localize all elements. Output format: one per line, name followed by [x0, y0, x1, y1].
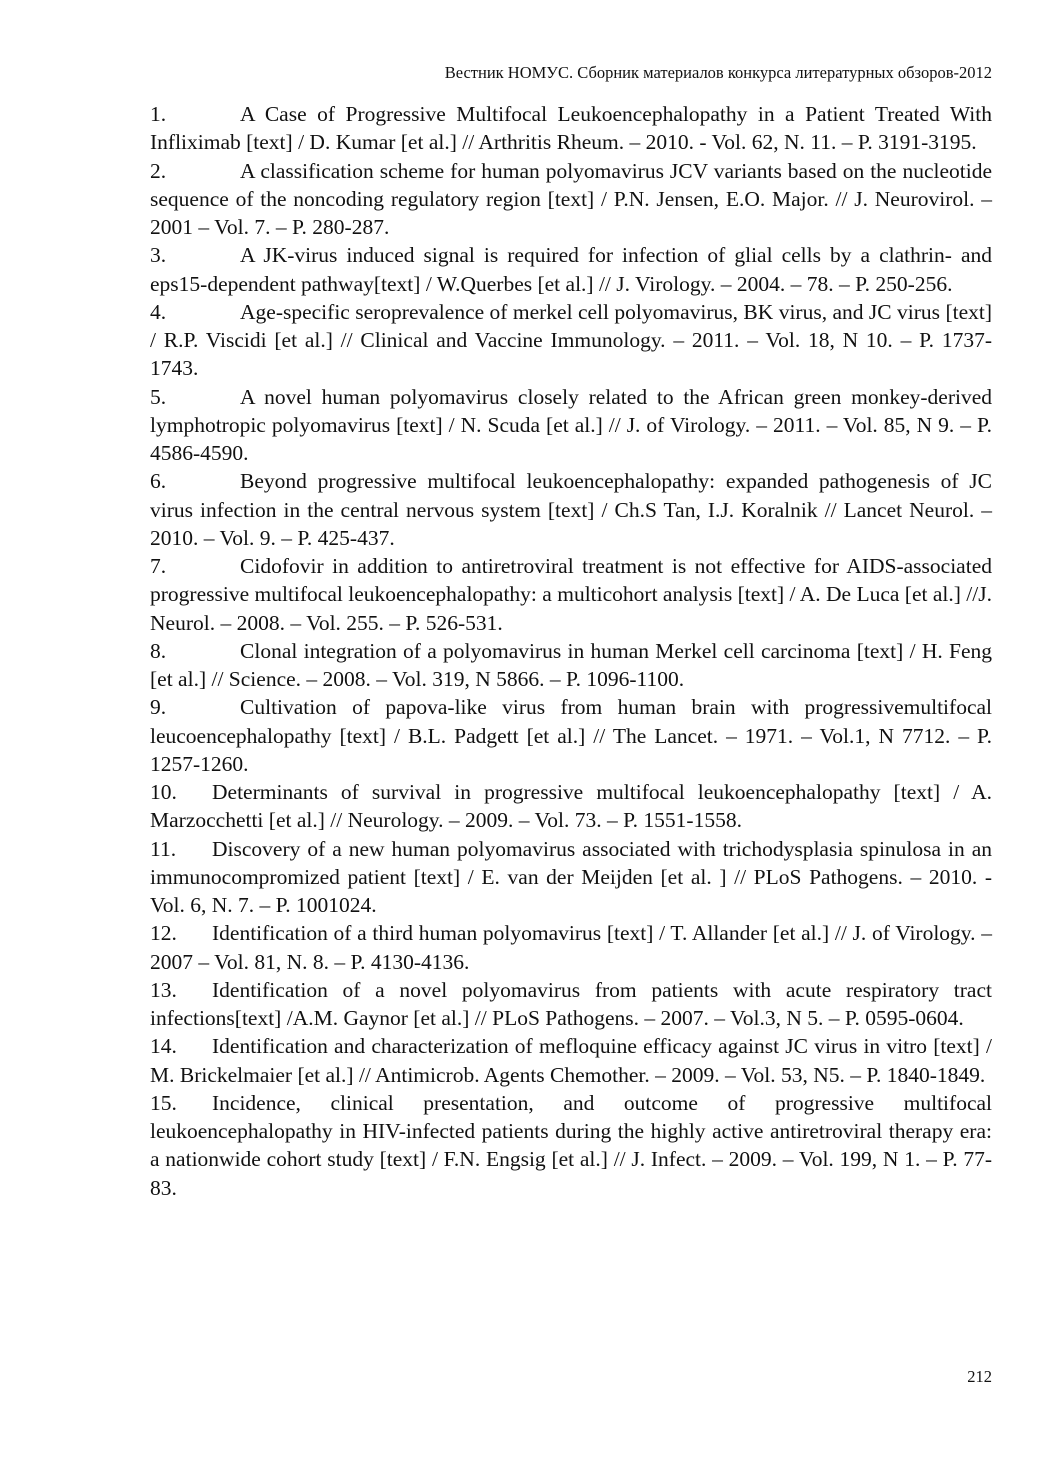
running-head: Вестник НОМУС. Сборник материалов конкурса литературных обзоров-2012	[444, 63, 992, 82]
reference-text: Cidofovir in addition to antiretroviral treatment is not effective for AIDS-associated progressive multifocal leukoencephalopathy: a multicohort analysis [text] / A. De Luca [et al.] //J. Neurol. – 2008. – Vol. 255. – P. 526-531.	[150, 554, 992, 635]
reference-text: Cultivation of papova-like virus from human brain with progressivemultifocal leucoencephalopathy [text] / B.L. Padgett [et al.] // The Lancet. – 1971. – Vol.1, N 7712. – P. 1257-1260.	[150, 695, 992, 776]
reference-item	[150, 1089, 992, 1202]
reference-number: 8.	[150, 638, 167, 663]
reference-text: Incidence, clinical presentation, and outcome of progressive multifocal leukoencephalopathy in HIV-infected patients during the highly active antiretroviral therapy era: a nationwide cohort study [text] / F.N. Engsig [et al.] // J. Infect. – 2009. – Vol. 199, N 1. – P. 77-83.	[150, 1090, 992, 1200]
reference-number: 1.	[150, 102, 167, 126]
reference-item	[150, 100, 992, 157]
reference-number: 6.	[150, 469, 167, 494]
reference-item	[150, 157, 992, 242]
reference-item	[150, 552, 992, 637]
reference-item	[150, 467, 992, 552]
reference-number: 10.	[150, 780, 177, 804]
reference-text: Beyond progressive multifocal leukoencephalopathy: expanded pathogenesis of JC virus infection in the central nervous system [text] / Ch.S Tan, I.J. Koralnik // Lancet Neurol. – 2010. – Vol. 9. – P. 425-437.	[150, 469, 992, 550]
reference-text: A JK-virus induced signal is required for infection of glial cells by a clathrin- and eps15-dependent pathway[text] / W.Querbes [et al.] // J. Virology. – 2004. – 78. – P. 250-256.	[150, 243, 992, 296]
reference-text: A classification scheme for human polyomavirus JCV variants based on the nucleotide sequence of the noncoding regulatory region [text] / P.N. Jensen, E.O. Major. // J. Neurovirol. – 2001 – Vol. 7. – P. 280-287.	[150, 158, 992, 239]
reference-number: 13.	[150, 977, 177, 1002]
reference-text: Identification of a novel polyomavirus from patients with acute respiratory tract infections[text] /A.M. Gaynor [et al.] // PLoS Pathogens. – 2007. – Vol.3, N 5. – P. 0595-0604.	[150, 977, 992, 1030]
reference-number: 9.	[150, 695, 167, 720]
reference-text: Discovery of a new human polyomavirus associated with trichodysplasia spinulosa in an immunocompromized patient [text] / E. van der Meijden [et al. ] // PLoS Pathogens. – 2010. - Vol. 6, N. 7. – P. 1001024.	[150, 836, 992, 917]
page-number: 212	[967, 1367, 992, 1386]
reference-number: 7.	[150, 554, 167, 578]
reference-item	[150, 693, 992, 778]
reference-number: 5.	[150, 384, 167, 409]
reference-text: Age-specific seroprevalence of merkel cell polyomavirus, BK virus, and JC virus [text] / R.P. Viscidi [et al.] // Clinical and Vaccine Immunology. – 2011. – Vol. 18, N 10. – P. 1737-1743.	[150, 299, 992, 381]
reference-item	[150, 241, 992, 298]
reference-number: 2.	[150, 158, 167, 183]
reference-item	[150, 383, 992, 468]
reference-item	[150, 976, 992, 1033]
reference-number: 12.	[150, 921, 177, 946]
reference-text: Clonal integration of a polyomavirus in human Merkel cell carcinoma [text] / H. Feng [et al.] // Science. – 2008. – Vol. 319, N 5866. – P. 1096-1100.	[150, 638, 992, 691]
reference-number: 3.	[150, 243, 167, 268]
reference-item	[150, 919, 992, 976]
reference-item	[150, 637, 992, 694]
reference-item	[150, 1032, 992, 1089]
reference-text: Determinants of survival in progressive multifocal leukoencephalopathy [text] / A. Marzocchetti [et al.] // Neurology. – 2009. – Vol. 73. – P. 1551-1558.	[150, 780, 992, 833]
reference-item	[150, 835, 992, 920]
reference-text: A novel human polyomavirus closely related to the African green monkey-derived lymphotropic polyomavirus [text] / N. Scuda [et al.] // J. of Virology. – 2011. – Vol. 85, N 9. – P. 4586-4590.	[150, 384, 992, 465]
reference-text: Identification of a third human polyomavirus [text] / T. Allander [et al.] // J. of Virology. – 2007 – Vol. 81, N. 8. – P. 4130-4136.	[150, 921, 992, 974]
reference-text: A Case of Progressive Multifocal Leukoencephalopathy in a Patient Treated With Infliximab [text] / D. Kumar [et al.] // Arthritis Rheum. – 2010. - Vol. 62, N. 11. – P. 3191-3195.	[150, 102, 992, 155]
reference-list	[150, 100, 992, 1202]
reference-item	[150, 778, 992, 835]
reference-number: 14.	[150, 1034, 177, 1059]
reference-number: 11.	[150, 836, 177, 861]
reference-text: Identification and characterization of mefloquine efficacy against JC virus in vitro [text] / M. Brickelmaier [et al.] // Antimicrob. Agents Chemother. – 2009. – Vol. 53, N5. – P. 1840-1849.	[150, 1034, 992, 1087]
reference-number: 15.	[150, 1090, 177, 1115]
reference-number: 4.	[150, 299, 167, 324]
reference-item	[150, 298, 992, 383]
